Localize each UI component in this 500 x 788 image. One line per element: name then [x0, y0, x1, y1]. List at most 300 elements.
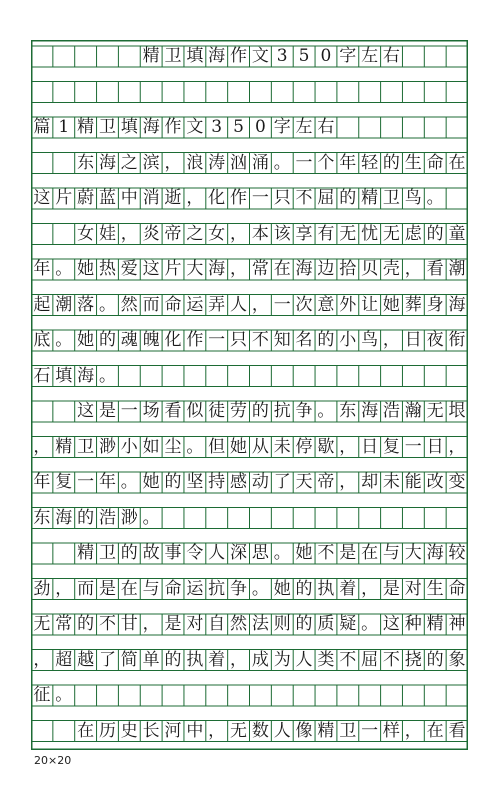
grid-cell: 命 — [426, 152, 444, 173]
grid-cell: 为 — [273, 649, 291, 670]
grid-cell: 小 — [120, 436, 138, 457]
grid-cell: 填 — [120, 117, 138, 137]
grid-cell — [381, 508, 403, 529]
grid-cell: 。 — [98, 294, 116, 315]
grid-cell: 深 — [230, 543, 248, 563]
grid-cell: 与 — [382, 543, 400, 563]
grid-cell: 这 — [33, 188, 51, 208]
grid-cell — [140, 685, 162, 706]
grid-cell: 作 — [230, 188, 248, 208]
grid-cell: 场 — [142, 401, 160, 421]
grid-cell: 是 — [382, 578, 400, 599]
grid-cell: 徒 — [208, 401, 226, 421]
grid-cell — [402, 366, 424, 387]
grid-cell: 生 — [404, 152, 422, 173]
grid-cell: 未 — [273, 436, 291, 457]
grid-cell — [184, 82, 206, 103]
grid-cell: 名 — [295, 330, 313, 350]
grid-cell: 无 — [426, 401, 444, 421]
grid-cell: 长 — [142, 720, 160, 741]
grid-cell: 却 — [361, 472, 379, 492]
grid-cell — [315, 685, 337, 706]
grid-cell: 挠 — [404, 649, 422, 670]
grid-cell: 单 — [142, 649, 160, 670]
grid-cell: 的 — [426, 649, 444, 670]
essay-row — [31, 650, 468, 671]
grid-cell: 则 — [273, 614, 291, 634]
grid-cell: 。 — [55, 330, 73, 350]
grid-cell: 像 — [295, 720, 313, 741]
grid-cell: 一 — [273, 294, 291, 315]
grid-cell: 日 — [426, 436, 444, 457]
grid-cell: 她 — [382, 294, 400, 315]
grid-cell: 文 — [251, 46, 269, 66]
grid-cell: ， — [404, 259, 422, 279]
grid-cell: 复 — [55, 472, 73, 492]
grid-cell: 海 — [448, 294, 466, 315]
grid-cell: 歇 — [317, 436, 335, 457]
grid-cell: 之 — [120, 152, 138, 173]
grid-cell: 中 — [120, 188, 138, 208]
grid-cell — [402, 46, 424, 67]
grid-cell: 只 — [273, 188, 291, 208]
grid-cell: 人 — [208, 543, 226, 563]
grid-cell: 浩 — [382, 401, 400, 421]
grid-cell: 似 — [186, 401, 204, 421]
grid-cell: 女 — [77, 223, 95, 244]
grid-cell — [184, 508, 206, 529]
grid-cell: 0 — [320, 46, 332, 66]
grid-cell: 一 — [404, 436, 422, 457]
grid-cell: 起 — [33, 294, 51, 315]
grid-cell: 思 — [251, 543, 269, 563]
grid-cell: 劲 — [33, 578, 51, 599]
grid-cell: 东 — [77, 152, 95, 173]
grid-cell — [446, 82, 468, 103]
grid-cell: ， — [186, 188, 204, 208]
grid-cell: ， — [120, 223, 138, 244]
grid-cell: 质 — [317, 614, 335, 634]
grid-cell: 逝 — [164, 188, 182, 208]
grid-cell: 未 — [382, 472, 400, 492]
grid-cell — [184, 685, 206, 706]
grid-cell: 一 — [361, 720, 379, 741]
grid-cell: 个 — [317, 152, 335, 173]
grid-cell — [446, 685, 468, 706]
grid-cell: 。 — [98, 365, 116, 386]
grid-cell: 。 — [251, 578, 269, 599]
grid-cell: 了 — [98, 649, 116, 670]
grid-cell: ， — [339, 436, 357, 457]
grid-cell: 尘 — [164, 436, 182, 457]
essay-row — [31, 721, 468, 742]
grid-cell: 鸟 — [361, 330, 379, 350]
grid-cell: 葬 — [404, 294, 422, 315]
grid-cell: 左 — [295, 117, 313, 137]
grid-cell: 。 — [142, 507, 160, 528]
essay-row — [31, 543, 468, 564]
grid-cell — [271, 685, 293, 706]
grid-cell: ， — [230, 259, 248, 279]
grid-cell: 大 — [404, 543, 422, 563]
grid-cell — [31, 82, 53, 103]
grid-cell: 精 — [55, 436, 73, 457]
grid-cell — [118, 82, 140, 103]
grid-cell: 不 — [98, 614, 116, 634]
grid-cell: 在 — [426, 720, 444, 741]
grid-cell — [446, 188, 468, 209]
grid-cell: 命 — [164, 578, 182, 599]
grid-cell: 渺 — [120, 507, 138, 528]
grid-cell: 精 — [361, 188, 379, 208]
grid-cell: 在 — [361, 543, 379, 563]
grid-cell: 数 — [251, 720, 269, 741]
grid-cell — [402, 82, 424, 103]
grid-cell: 执 — [317, 578, 335, 599]
grid-cell — [97, 82, 119, 103]
grid-cell: 而 — [142, 294, 160, 315]
grid-cell: 魄 — [142, 330, 160, 350]
essay-row — [31, 330, 468, 351]
grid-cell — [424, 117, 446, 138]
grid-cell: 疑 — [339, 614, 357, 634]
grid-cell: 炎 — [142, 223, 160, 244]
grid-cell — [271, 366, 293, 387]
grid-cell — [249, 366, 271, 387]
grid-cell — [140, 82, 162, 103]
grid-cell: 。 — [186, 436, 204, 457]
grid-cell — [271, 508, 293, 529]
grid-cell: 争 — [230, 578, 248, 599]
essay-row — [31, 82, 468, 103]
essay-row — [31, 295, 468, 316]
essay-row — [31, 614, 468, 635]
grid-cell: 意 — [317, 294, 335, 315]
grid-cell: 一 — [251, 188, 269, 208]
grid-cell — [337, 82, 359, 103]
grid-cell: 停 — [295, 436, 313, 457]
grid-cell — [228, 508, 250, 529]
grid-cell: ， — [382, 330, 400, 350]
grid-cell: 。 — [361, 614, 379, 634]
grid-cell: 片 — [164, 259, 182, 279]
grid-cell: 她 — [77, 259, 95, 279]
grid-cell: 海 — [98, 152, 116, 173]
grid-cell — [206, 82, 228, 103]
grid-cell: 。 — [55, 685, 73, 705]
grid-cell: 中 — [186, 720, 204, 741]
grid-cell: 潮 — [448, 259, 466, 279]
grid-cell: 运 — [186, 294, 204, 315]
grid-cell: 不 — [295, 188, 313, 208]
grid-cell: 甘 — [120, 614, 138, 634]
grid-cell: 汹 — [230, 152, 248, 173]
grid-cell: 人 — [273, 720, 291, 741]
grid-cell: 样 — [382, 720, 400, 741]
grid-cell: 人 — [230, 294, 248, 315]
grid-cell: 在 — [448, 152, 466, 173]
grid-cell: ， — [339, 472, 357, 492]
grid-cell — [206, 508, 228, 529]
grid-paper — [31, 40, 468, 750]
grid-cell — [184, 366, 206, 387]
grid-cell — [293, 508, 315, 529]
grid-cell: 文 — [186, 117, 204, 137]
grid-cell: 女 — [208, 223, 226, 244]
grid-cell: 命 — [164, 294, 182, 315]
grid-cell: 一 — [120, 401, 138, 421]
grid-cell: 她 — [77, 330, 95, 350]
grid-cell: 海 — [208, 46, 226, 66]
grid-cell: 的 — [382, 152, 400, 173]
grid-cell: 她 — [142, 472, 160, 492]
essay-row — [31, 259, 468, 280]
grid-cell: 该 — [273, 223, 291, 244]
grid-cell: 超 — [55, 649, 73, 670]
grid-cell — [162, 82, 184, 103]
grid-cell: 。 — [317, 401, 335, 421]
grid-cell — [53, 401, 75, 422]
grid-cell — [381, 82, 403, 103]
grid-cell — [118, 366, 140, 387]
grid-cell: 令 — [186, 543, 204, 563]
grid-cell: 然 — [120, 294, 138, 315]
grid-cell — [228, 82, 250, 103]
grid-cell: 夜 — [426, 330, 444, 350]
grid-cell — [315, 508, 337, 529]
grid-cell: 帝 — [164, 223, 182, 244]
grid-cell — [31, 46, 53, 67]
grid-cell: 的 — [98, 330, 116, 350]
grid-cell: 右 — [382, 46, 400, 66]
grid-cell — [228, 366, 250, 387]
grid-cell — [162, 685, 184, 706]
grid-cell: 的 — [295, 578, 313, 599]
grid-cell — [97, 46, 119, 67]
grid-cell: 种 — [404, 614, 422, 634]
essay-row — [31, 46, 468, 67]
grid-cell: 从 — [251, 436, 269, 457]
grid-cell: 渺 — [98, 436, 116, 457]
grid-cell — [337, 685, 359, 706]
grid-cell: 弄 — [208, 294, 226, 315]
grid-cell: 看 — [164, 401, 182, 421]
grid-cell: 看 — [426, 259, 444, 279]
grid-cell: 越 — [77, 649, 95, 670]
grid-cell: 感 — [230, 472, 248, 492]
grid-cell: 壳 — [382, 259, 400, 279]
grid-cell: 改 — [426, 472, 444, 492]
grid-cell: 能 — [404, 472, 422, 492]
grid-cell: 海 — [208, 259, 226, 279]
grid-cell: 让 — [361, 294, 379, 315]
grid-cell: 卫 — [98, 543, 116, 563]
grid-cell — [271, 82, 293, 103]
grid-cell — [359, 82, 381, 103]
grid-cell: 作 — [186, 330, 204, 350]
grid-cell: 卫 — [77, 436, 95, 457]
grid-cell — [337, 366, 359, 387]
grid-cell: 身 — [426, 294, 444, 315]
grid-cell: 她 — [273, 578, 291, 599]
grid-cell: 海 — [295, 259, 313, 279]
grid-cell: 魂 — [120, 330, 138, 350]
grid-cell: 运 — [186, 578, 204, 599]
grid-cell — [424, 366, 446, 387]
grid-cell: 看 — [448, 720, 466, 741]
essay-row — [31, 685, 468, 706]
grid-cell: 5 — [298, 46, 310, 66]
grid-cell: 动 — [251, 472, 269, 492]
grid-cell: 1 — [58, 117, 70, 137]
grid-cell: 享 — [295, 223, 313, 244]
grid-cell — [75, 46, 97, 67]
grid-cell — [31, 401, 53, 422]
grid-cell: 无 — [230, 720, 248, 741]
grid-cell — [31, 721, 53, 742]
grid-cell: 无 — [33, 614, 51, 634]
grid-cell — [53, 721, 75, 742]
grid-cell: 年 — [33, 259, 51, 279]
grid-cell: ， — [230, 649, 248, 670]
grid-cell: 这 — [77, 401, 95, 421]
grid-cell: 无 — [382, 223, 400, 244]
grid-cell — [315, 82, 337, 103]
grid-cell: 有 — [317, 223, 335, 244]
grid-cell: 在 — [273, 259, 291, 279]
grid-cell: 忧 — [361, 223, 379, 244]
grid-cell: 法 — [251, 614, 269, 634]
grid-cell — [228, 685, 250, 706]
grid-cell: 精 — [142, 46, 160, 66]
grid-cell: ， — [251, 294, 269, 315]
grid-cell: 作 — [164, 117, 182, 137]
grid-cell: 衔 — [448, 330, 466, 350]
grid-cell: 但 — [208, 436, 226, 457]
grid-cell: 是 — [164, 614, 182, 634]
grid-cell: 海 — [142, 117, 160, 137]
grid-cell: 的 — [164, 649, 182, 670]
grid-cell — [424, 46, 446, 67]
grid-cell: 片 — [55, 188, 73, 208]
grid-cell: ， — [33, 436, 51, 457]
grid-cell: 一 — [208, 330, 226, 350]
grid-cell: 成 — [251, 649, 269, 670]
grid-cell — [118, 685, 140, 706]
essay-row — [31, 437, 468, 458]
grid-cell: 抗 — [273, 401, 291, 421]
grid-cell — [249, 82, 271, 103]
grid-cell: 边 — [317, 259, 335, 279]
grid-cell: 历 — [98, 720, 116, 741]
grid-cell: 劳 — [230, 401, 248, 421]
grid-cell: 不 — [382, 649, 400, 670]
grid-cell: 石 — [33, 365, 51, 386]
grid-cell: 精 — [77, 543, 95, 563]
grid-cell: 卫 — [339, 720, 357, 741]
grid-cell: 的 — [164, 472, 182, 492]
grid-cell — [402, 508, 424, 529]
grid-cell: 着 — [208, 649, 226, 670]
grid-cell: 一 — [77, 472, 95, 492]
grid-cell: 征 — [33, 685, 51, 705]
grid-cell: 左 — [361, 46, 379, 66]
grid-cell: 涌 — [251, 152, 269, 173]
grid-cell: 生 — [426, 578, 444, 599]
grid-cell: 她 — [230, 436, 248, 457]
grid-cell: 化 — [208, 188, 226, 208]
grid-cell — [31, 224, 53, 245]
grid-cell: 的 — [251, 401, 269, 421]
grid-cell: ， — [230, 223, 248, 244]
grid-cell — [140, 366, 162, 387]
grid-cell: 卫 — [382, 188, 400, 208]
essay-row — [31, 188, 468, 209]
grid-cell: 在 — [120, 578, 138, 599]
essay-row — [31, 117, 468, 138]
grid-cell: 东 — [33, 507, 51, 528]
grid-cell: 如 — [142, 436, 160, 457]
grid-cell: 。 — [120, 472, 138, 492]
grid-cell: 事 — [164, 543, 182, 563]
grid-cell: 填 — [55, 365, 73, 386]
grid-cell — [402, 117, 424, 138]
grid-cell — [75, 82, 97, 103]
essay-row — [31, 153, 468, 174]
grid-cell: 屈 — [361, 649, 379, 670]
grid-cell: 5 — [233, 117, 244, 137]
grid-cell: 类 — [317, 649, 335, 670]
grid-cell: 常 — [55, 614, 73, 634]
grid-cell: 坚 — [186, 472, 204, 492]
grid-cell: 字 — [339, 46, 357, 66]
grid-cell: 屈 — [317, 188, 335, 208]
grid-cell: ， — [142, 614, 160, 634]
grid-cell: 字 — [273, 117, 291, 137]
grid-cell — [162, 366, 184, 387]
grid-cell: 蔚 — [77, 188, 95, 208]
grid-cell: 3 — [276, 46, 288, 66]
grid-cell: 不 — [317, 543, 335, 563]
grid-cell: 年 — [98, 472, 116, 492]
grid-cell: 故 — [142, 543, 160, 563]
grid-cell — [359, 117, 381, 138]
grid-cell: ， — [448, 436, 466, 457]
grid-cell: 虑 — [404, 223, 422, 244]
grid-cell: 无 — [339, 223, 357, 244]
grid-cell: 底 — [33, 330, 51, 350]
grid-cell — [446, 46, 468, 67]
grid-cell: 复 — [382, 436, 400, 457]
grid-cell — [381, 366, 403, 387]
grid-cell: 。 — [273, 543, 291, 563]
grid-cell: 的 — [77, 507, 95, 528]
grid-cell — [31, 543, 53, 564]
grid-cell: 大 — [186, 259, 204, 279]
grid-cell: 的 — [339, 188, 357, 208]
grid-cell: 右 — [317, 117, 335, 137]
grid-cell: 瀚 — [404, 401, 422, 421]
grid-cell: 海 — [361, 401, 379, 421]
grid-cell: 精 — [426, 614, 444, 634]
grid-cell: 了 — [273, 472, 291, 492]
grid-cell: 3 — [211, 117, 223, 137]
grid-cell: 潮 — [55, 294, 73, 315]
grid-cell: 海 — [426, 543, 444, 563]
grid-cell: 较 — [448, 543, 466, 563]
grid-cell: 次 — [295, 294, 313, 315]
grid-cell: 精 — [317, 720, 335, 741]
